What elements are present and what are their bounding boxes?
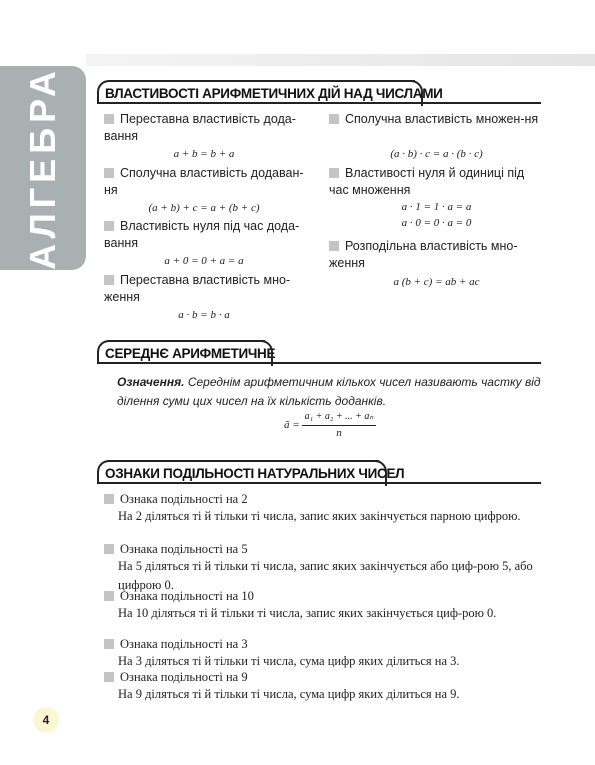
section-rule [97, 482, 541, 484]
property-label: Сполучна властивість додаван-ня [104, 166, 304, 197]
property-formula: a · 0 = 0 · a = 0 [401, 217, 472, 229]
side-label: АЛГЕБРА [22, 66, 63, 270]
property-formula: a + 0 = 0 + a = a [164, 255, 244, 267]
property-label: Переставна властивість дода-вання [104, 112, 296, 143]
section-header-div [97, 460, 405, 484]
definition-text: Середнім арифметичним кількох чисел називають частку від ділення суми цих чисел на їх кількість доданків. [117, 375, 541, 408]
property-formula: a (b + c) = ab + ac [393, 276, 480, 288]
rule-title: Ознака подільності на 3 [104, 637, 248, 652]
property-formula: a + b = b + a [173, 148, 235, 160]
rule-text: На 3 діляться ті й тільки ті числа, сума цифр яких ділиться на 3. [118, 654, 460, 668]
property-label: Властивість нуля під час дода-вання [104, 219, 300, 250]
bullet-icon [329, 168, 339, 178]
mean-formula-numerator: a₁ + a₂ + ... + aₙ [304, 411, 374, 422]
section-title-arith: ВЛАСТИВОСТІ АРИФМЕТИЧНИХ ДІЙ НАД ЧИСЛАМИ [105, 86, 443, 101]
bullet-icon [104, 544, 114, 554]
section-title-div: ОЗНАКИ ПОДІЛЬНОСТІ НАТУРАЛЬНИХ ЧИСЕЛ [105, 466, 405, 481]
side-tab [0, 66, 86, 270]
fraction-bar [302, 425, 376, 426]
section-header-mean [97, 340, 276, 364]
definition [117, 373, 547, 411]
rule-title: Ознака подільності на 5 [104, 542, 248, 557]
bullet-icon [104, 591, 114, 601]
section-title-mean: СЕРЕДНЄ АРИФМЕТИЧНЕ [105, 346, 276, 361]
section-header-arith [97, 80, 443, 104]
property-label: Розподільна властивість мно-ження [329, 239, 518, 270]
bullet-icon [104, 114, 114, 124]
rule-title: Ознака подільності на 9 [104, 670, 248, 685]
property-formula: (a · b) · c = a · (b · c) [390, 148, 483, 160]
mean-formula-denominator: n [336, 427, 342, 439]
definition-term: Означення. [117, 375, 185, 389]
property-formula: (a + b) + c = a + (b + c) [148, 202, 260, 214]
property-label: Сполучна властивість множен-ня [345, 112, 539, 126]
property-item [104, 272, 304, 306]
property-item [104, 165, 304, 199]
section-rule [97, 102, 541, 104]
property-formula: a · 1 = 1 · a = a [401, 201, 472, 213]
bullet-icon [329, 114, 339, 124]
mean-formula-lhs: ã = [284, 419, 300, 431]
bullet-icon [104, 275, 114, 285]
top-band [86, 54, 595, 66]
property-formula: a · b = b · a [178, 309, 230, 321]
property-item [329, 238, 544, 272]
rule-text: На 9 діляться ті й тільки ті числа, сума цифр яких ділиться на 9. [118, 687, 460, 701]
bullet-icon [329, 241, 339, 251]
rule-text: На 5 діляться ті й тільки ті числа, запис яких закінчується або циф-рою 5, або цифрою 0. [118, 559, 533, 592]
property-item [104, 218, 304, 252]
rule-title: Ознака подільності на 2 [104, 492, 248, 507]
bullet-icon [104, 494, 114, 504]
property-item [329, 165, 544, 199]
page-number: 4 [33, 707, 59, 733]
rule-text: На 2 діляться ті й тільки ті числа, запис яких закінчується парною цифрою. [118, 509, 521, 523]
rule-title: Ознака подільності на 10 [104, 589, 254, 604]
rule-text: На 10 діляться ті й тільки ті числа, запис яких закінчується циф-рою 0. [118, 606, 497, 620]
bullet-icon [104, 672, 114, 682]
bullet-icon [104, 168, 114, 178]
bullet-icon [104, 221, 114, 231]
section-rule [97, 362, 541, 364]
property-item [104, 111, 304, 145]
property-label: Переставна властивість мно-ження [104, 273, 291, 304]
property-item [329, 111, 544, 128]
bullet-icon [104, 639, 114, 649]
property-label: Властивості нуля й одиниці під час множення [329, 166, 525, 197]
